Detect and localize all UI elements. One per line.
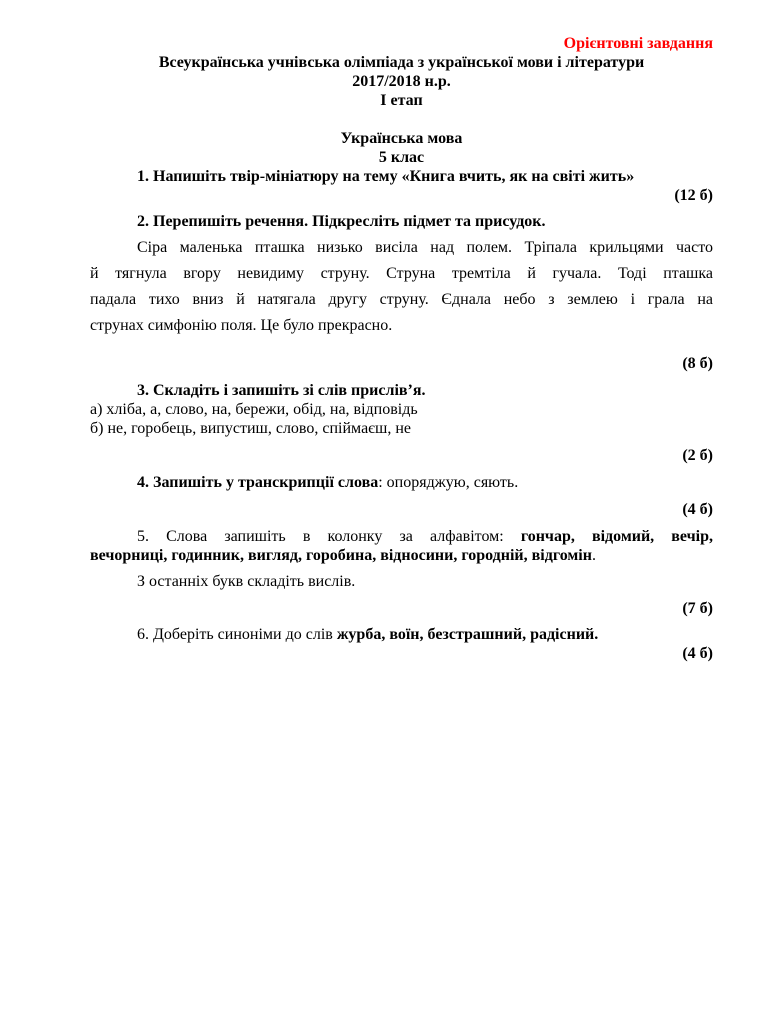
task-2-paragraph-line-3: падала тихо вниз й натягала другу струну. Єднала небо з землею і грала на <box>90 291 713 308</box>
document-label: Орієнтовні завдання <box>563 35 713 52</box>
task-2-paragraph-line-2: й тягнула вгору невидиму струну. Струна тремтіла й гучала. Тоді пташка <box>90 265 713 282</box>
task-3-text: 3. Складіть і запишіть зі слів прислів’я. <box>137 382 426 399</box>
stage-label: І етап <box>380 92 423 109</box>
task-5-words-part-2: вечорниці, годинник, вигляд, горобина, відносини, городній, відгомін <box>90 547 592 564</box>
task-3-points: (2 б) <box>682 447 713 464</box>
school-year: 2017/2018 н.р. <box>352 73 451 90</box>
task-6-instruction: 6. Доберіть синоніми до слів <box>137 626 337 643</box>
subject-title: Українська мова <box>340 130 463 147</box>
task-1-text: 1. Напишіть твір-мініатюру на тему «Книга вчить, як на світі жить» <box>137 168 635 185</box>
task-4-text <box>90 473 713 492</box>
task-5-text-line-2 <box>90 546 713 565</box>
task-5-text-line-3: З останніх букв складіть вислів. <box>137 573 356 590</box>
task-2-paragraph-line-4: струнах симфонію поля. Це було прекрасно. <box>90 317 393 334</box>
task-2-text: 2. Перепишіть речення. Підкресліть підмет та присудок. <box>137 213 546 230</box>
task-4-instruction: 4. Запишіть у транскрипції слова <box>137 474 379 491</box>
task-4-points: (4 б) <box>682 501 713 518</box>
task-5-instruction: 5. Слова запишіть в колонку за алфавітом: <box>137 528 521 545</box>
task-2-paragraph-line-1: Сіра маленька пташка низько висіла над полем. Тріпала крильцями часто <box>137 239 713 256</box>
task-5-points: (7 б) <box>682 600 713 617</box>
task-3-item-b: б) не, горобець, випустиш, слово, спіймаєш, не <box>90 420 412 437</box>
task-2-points: (8 б) <box>682 355 713 372</box>
task-5-period: . <box>591 547 596 564</box>
olympiad-title: Всеукраїнська учнівська олімпіада з української мови і літератури <box>158 54 645 71</box>
task-5-text-line-1 <box>90 527 713 546</box>
task-3-item-a: а) хліба, а, слово, на, бережи, обід, на, відповідь <box>90 401 418 418</box>
document-content <box>90 34 713 663</box>
task-1-points: (12 б) <box>674 187 713 204</box>
task-6-text <box>90 625 713 644</box>
grade-title: 5 клас <box>378 149 425 166</box>
task-4-words: : опоряджую, сяють. <box>378 474 519 491</box>
task-5-words-part-1: гончар, відомий, вечір, <box>520 528 713 545</box>
task-6-words: журба, воїн, безстрашний, радісний. <box>336 626 599 643</box>
task-6-points: (4 б) <box>682 645 713 662</box>
